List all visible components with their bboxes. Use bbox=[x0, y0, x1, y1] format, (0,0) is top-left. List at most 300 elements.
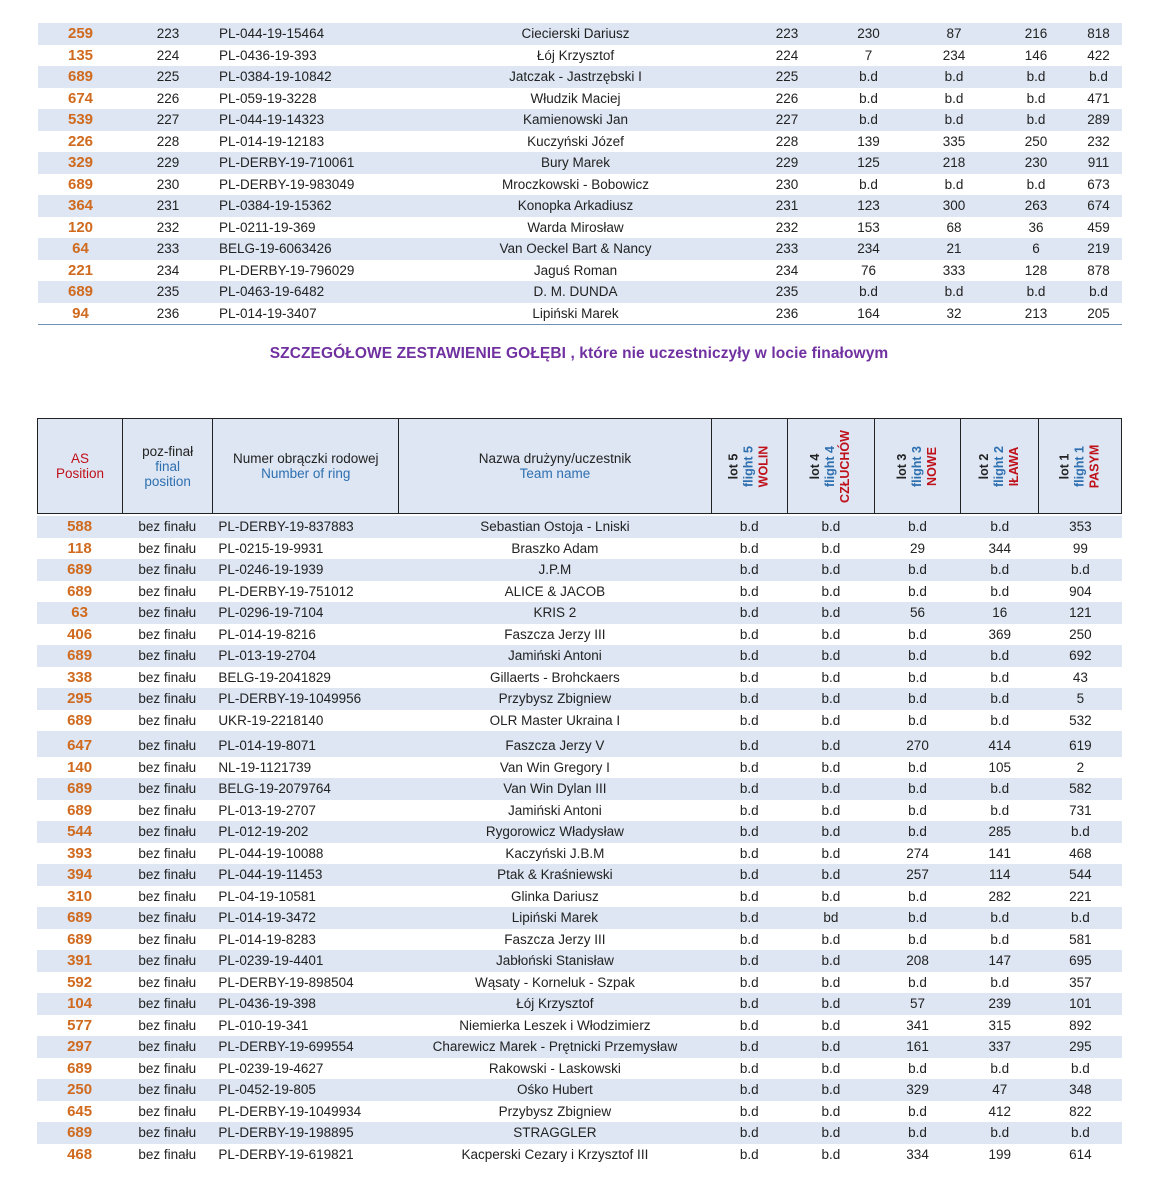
cell-as: 63 bbox=[37, 602, 122, 624]
cell-lot2: b.d bbox=[961, 645, 1039, 667]
cell-lot2: 213 bbox=[1024, 305, 1048, 321]
cell-lot4: 230 bbox=[826, 23, 911, 45]
cell-ring: PL-DERBY-19-1049956 bbox=[212, 688, 398, 710]
header-ring-line1: Numer obrączki rodowej bbox=[232, 451, 379, 466]
cell-ring: PL-012-19-202 bbox=[212, 821, 398, 843]
cell-lot4: b.d bbox=[787, 688, 874, 710]
cell-lot3: 32 bbox=[946, 305, 962, 321]
cell-team: D. M. DUNDA bbox=[403, 281, 748, 303]
cell-lot2: 147 bbox=[961, 950, 1039, 972]
header-lot3-flight: flight 3 bbox=[909, 445, 924, 487]
header-lot5-flight: flight 5 bbox=[741, 445, 756, 487]
cell-lot5: b.d bbox=[739, 931, 759, 947]
cell-lot2: b.d bbox=[961, 688, 1039, 710]
cell-ring: PL-0215-19-9931 bbox=[218, 540, 324, 556]
cell-as: 689 bbox=[37, 1122, 122, 1144]
cell-lot4: 125 bbox=[826, 152, 911, 174]
cell-team: Van Win Gregory I bbox=[499, 759, 610, 775]
cell-ring: PL-059-19-3228 bbox=[219, 90, 317, 106]
cell-pos: bez finału bbox=[122, 688, 212, 710]
cell-lot3: b.d bbox=[908, 583, 927, 599]
header-lot3 bbox=[874, 419, 960, 514]
cell-ring: PL-014-19-8216 bbox=[218, 626, 316, 642]
cell-as: 689 bbox=[67, 801, 93, 819]
cell-as: 689 bbox=[37, 645, 122, 667]
header-lot5 bbox=[711, 419, 787, 514]
cell-lot4: b.d bbox=[821, 1103, 841, 1119]
cell-pos: bez finału bbox=[122, 731, 212, 757]
cell-lot2: b.d bbox=[961, 778, 1039, 800]
cell-as: 64 bbox=[38, 238, 123, 260]
cell-lot5: b.d bbox=[711, 1079, 787, 1101]
cell-lot5: b.d bbox=[739, 1060, 759, 1076]
cell-lot5: b.d bbox=[711, 688, 787, 710]
cell-lot2: 250 bbox=[1024, 133, 1048, 149]
cell-lot3: 333 bbox=[942, 262, 966, 278]
cell-ring: PL-DERBY-19-898504 bbox=[218, 974, 354, 990]
cell-lot1: 878 bbox=[1087, 262, 1110, 278]
cell-as: 689 bbox=[67, 930, 93, 948]
cell-lot1: 459 bbox=[1087, 219, 1110, 235]
cell-pos: bez finału bbox=[138, 1017, 197, 1033]
cell-lot4: b.d bbox=[787, 778, 874, 800]
cell-lot2: 16 bbox=[961, 602, 1039, 624]
cell-lot5: b.d bbox=[711, 1036, 787, 1058]
cell-lot2: 344 bbox=[988, 540, 1011, 556]
cell-ring: PL-DERBY-19-198895 bbox=[212, 1122, 398, 1144]
cell-as: 394 bbox=[37, 864, 122, 886]
table-row bbox=[37, 886, 1122, 908]
section-heading: SZCZEGÓŁOWE ZESTAWIENIE GOŁĘBI , które nie uczestniczyły w locie finałowym bbox=[269, 345, 889, 362]
cell-lot4: b.d bbox=[787, 1122, 874, 1144]
cell-lot5: b.d bbox=[739, 669, 759, 685]
cell-lot4: b.d bbox=[821, 974, 841, 990]
cell-team: Bury Marek bbox=[403, 152, 748, 174]
cell-as: 221 bbox=[67, 261, 94, 279]
header-pos-line1: poz-finał bbox=[142, 443, 194, 459]
cell-lot4: b.d bbox=[821, 1060, 841, 1076]
cell-lot3: b.d bbox=[874, 559, 960, 581]
cell-lot1: 422 bbox=[1087, 47, 1110, 63]
cell-lot2: 239 bbox=[961, 993, 1039, 1015]
cell-lot4: bd bbox=[787, 907, 874, 929]
cell-ring: BELG-19-6063426 bbox=[213, 238, 403, 260]
table-row bbox=[37, 710, 1122, 732]
cell-lot1: 2 bbox=[1076, 759, 1085, 775]
cell-pos: 225 bbox=[123, 66, 213, 88]
header-ring-line2: Number of ring bbox=[261, 466, 351, 481]
cell-team: Jatczak - Jastrzębski I bbox=[403, 66, 748, 88]
cell-pos: bez finału bbox=[138, 974, 197, 990]
table-row bbox=[37, 1058, 1122, 1080]
cell-lot4: b.d bbox=[787, 559, 874, 581]
cell-lot3: b.d bbox=[874, 645, 960, 667]
table-row bbox=[37, 907, 1122, 929]
cell-team: Faszcza Jerzy III bbox=[504, 626, 606, 642]
cell-lot1: b.d bbox=[1039, 821, 1122, 843]
table-row bbox=[37, 559, 1122, 581]
cell-pos: bez finału bbox=[138, 888, 197, 904]
cell-team: Kacperski Cezary i Krzysztof III bbox=[461, 1146, 649, 1162]
cell-lot4: 123 bbox=[826, 195, 911, 217]
cell-team: Lipiński Marek bbox=[399, 907, 712, 929]
cell-lot5: b.d bbox=[739, 802, 759, 818]
cell-lot4: 76 bbox=[860, 262, 877, 278]
cell-pos: bez finału bbox=[122, 1036, 212, 1058]
cell-ring: PL-0296-19-7104 bbox=[212, 602, 398, 624]
cell-lot2: 282 bbox=[988, 888, 1011, 904]
cell-ring: PL-DERBY-19-983049 bbox=[219, 176, 355, 192]
cell-lot3: b.d bbox=[908, 1103, 927, 1119]
cell-ring: PL-0452-19-805 bbox=[212, 1079, 398, 1101]
cell-as: 104 bbox=[37, 993, 122, 1015]
cell-pos: bez finału bbox=[138, 802, 197, 818]
cell-ring: PL-044-19-14323 bbox=[213, 109, 403, 131]
cell-lot3: 335 bbox=[942, 133, 966, 149]
cell-lot3: b.d bbox=[908, 712, 927, 728]
table-row bbox=[38, 260, 1122, 282]
cell-as: 689 bbox=[37, 907, 122, 929]
header-lot2 bbox=[960, 419, 1038, 514]
cell-ring: PL-014-19-8071 bbox=[212, 731, 398, 757]
cell-team: Van Oeckel Bart & Nancy bbox=[403, 238, 748, 260]
cell-as: 135 bbox=[67, 46, 94, 64]
cell-lot2: b.d bbox=[990, 1060, 1010, 1076]
cell-team: J.P.M bbox=[399, 559, 712, 581]
cell-lot4: b.d bbox=[787, 821, 874, 843]
cell-lot2: 105 bbox=[988, 759, 1011, 775]
cell-pos: 227 bbox=[123, 109, 213, 131]
cell-ring: PL-0246-19-1939 bbox=[212, 559, 398, 581]
cell-team: Rygorowicz Władysław bbox=[399, 821, 712, 843]
table-row bbox=[37, 950, 1122, 972]
cell-lot2: 6 bbox=[997, 238, 1075, 260]
cell-lot2: b.d bbox=[997, 109, 1075, 131]
cell-pos: bez finału bbox=[138, 669, 197, 685]
table-row bbox=[37, 1036, 1122, 1058]
cell-ring: PL-044-19-15464 bbox=[213, 23, 403, 45]
cell-lot3: 329 bbox=[874, 1079, 960, 1101]
cell-pos: 230 bbox=[156, 176, 180, 192]
cell-pos: bez finału bbox=[122, 993, 212, 1015]
cell-lot3: 21 bbox=[911, 238, 997, 260]
cell-lot5: b.d bbox=[739, 540, 759, 556]
table-row bbox=[38, 66, 1122, 88]
cell-team: Rakowski - Laskowski bbox=[488, 1060, 621, 1076]
cell-ring: PL-DERBY-19-619821 bbox=[218, 1146, 354, 1162]
cell-pos: bez finału bbox=[138, 759, 197, 775]
cell-lot5: b.d bbox=[711, 602, 787, 624]
table-row bbox=[37, 821, 1122, 843]
cell-team: Van Win Dylan III bbox=[399, 778, 712, 800]
table-row bbox=[38, 45, 1122, 67]
header-as-line2: Position bbox=[56, 466, 105, 481]
cell-team: Faszcza Jerzy V bbox=[399, 731, 712, 757]
cell-lot5: b.d bbox=[711, 559, 787, 581]
cell-lot2: b.d bbox=[1026, 90, 1046, 106]
cell-lot1: 582 bbox=[1039, 778, 1122, 800]
cell-as: 406 bbox=[67, 625, 93, 643]
cell-lot3: b.d bbox=[911, 109, 997, 131]
cell-pos: 231 bbox=[123, 195, 213, 217]
cell-lot4: b.d bbox=[787, 864, 874, 886]
cell-lot5: b.d bbox=[711, 645, 787, 667]
cell-lot5: 229 bbox=[748, 152, 826, 174]
cell-lot5: b.d bbox=[739, 1017, 759, 1033]
cell-lot1: b.d bbox=[1039, 907, 1122, 929]
cell-lot4: b.d bbox=[821, 759, 841, 775]
cell-ring: PL-013-19-2704 bbox=[212, 645, 398, 667]
cell-ring: PL-DERBY-19-1049934 bbox=[218, 1103, 362, 1119]
header-lot4-flight: flight 4 bbox=[823, 445, 838, 487]
table-row bbox=[38, 281, 1122, 303]
cell-lot4: b.d bbox=[821, 583, 841, 599]
cell-team: Gillaerts - Brohckaers bbox=[490, 669, 620, 685]
cell-lot5: 236 bbox=[775, 305, 799, 321]
cell-ring: PL-0384-19-15362 bbox=[213, 195, 403, 217]
table-row bbox=[37, 581, 1122, 603]
cell-pos: bez finału bbox=[138, 1146, 197, 1162]
cell-team: Sebastian Ostoja - Lniski bbox=[399, 516, 712, 538]
cell-lot5: b.d bbox=[711, 778, 787, 800]
cell-lot5: b.d bbox=[739, 974, 759, 990]
cell-as: 592 bbox=[67, 973, 93, 991]
cell-team: Jamiński Antoni bbox=[508, 802, 602, 818]
cell-lot3: b.d bbox=[908, 888, 927, 904]
table-row bbox=[38, 217, 1122, 239]
cell-pos: bez finału bbox=[138, 1103, 197, 1119]
cell-lot2: b.d bbox=[961, 907, 1039, 929]
cell-ring: PL-014-19-12183 bbox=[219, 133, 325, 149]
cell-lot5: 225 bbox=[748, 66, 826, 88]
cell-lot4: b.d bbox=[826, 281, 911, 303]
cell-ring: NL-19-1121739 bbox=[218, 759, 312, 775]
cell-as: 118 bbox=[67, 539, 92, 557]
cell-ring: PL-0463-19-6482 bbox=[213, 281, 403, 303]
table-row bbox=[37, 516, 1122, 538]
table-row bbox=[37, 800, 1122, 822]
cell-ring: BELG-19-2079764 bbox=[212, 778, 398, 800]
cell-lot5: 231 bbox=[748, 195, 826, 217]
cell-lot1: 43 bbox=[1072, 669, 1088, 685]
cell-lot1: 544 bbox=[1039, 864, 1122, 886]
header-lot4-lot: lot 4 bbox=[808, 453, 823, 479]
table-row bbox=[37, 993, 1122, 1015]
cell-ring: PL-0211-19-369 bbox=[219, 219, 316, 235]
cell-lot3: 257 bbox=[874, 864, 960, 886]
cell-lot4: 234 bbox=[826, 238, 911, 260]
cell-lot3: b.d bbox=[908, 669, 927, 685]
table-row bbox=[37, 1015, 1122, 1037]
cell-lot5: b.d bbox=[711, 993, 787, 1015]
header-final-position bbox=[123, 419, 213, 514]
table-row bbox=[38, 23, 1122, 45]
cell-team: OLR Master Ukraina I bbox=[489, 712, 621, 728]
header-lot5-place: WOLIN bbox=[756, 445, 771, 487]
cell-team: Warda Mirosław bbox=[527, 219, 624, 235]
cell-ring: PL-013-19-2707 bbox=[218, 802, 316, 818]
cell-as: 689 bbox=[67, 582, 93, 600]
cell-pos: 226 bbox=[156, 90, 180, 106]
cell-as: 539 bbox=[38, 109, 123, 131]
cell-lot1: 219 bbox=[1075, 238, 1122, 260]
table-row bbox=[37, 778, 1122, 800]
cell-pos: 233 bbox=[123, 238, 213, 260]
cell-lot4: 7 bbox=[864, 47, 873, 63]
cell-lot3: 300 bbox=[911, 195, 997, 217]
cell-pos: 234 bbox=[156, 262, 180, 278]
cell-lot5: b.d bbox=[739, 1103, 759, 1119]
cell-lot4: b.d bbox=[787, 950, 874, 972]
cell-ring: BELG-19-2041829 bbox=[218, 669, 331, 685]
cell-as: 689 bbox=[67, 1059, 93, 1077]
header-lot2-flight: flight 2 bbox=[991, 445, 1006, 487]
cell-lot2: 47 bbox=[961, 1079, 1039, 1101]
cell-lot5: 235 bbox=[748, 281, 826, 303]
cell-lot2: b.d bbox=[997, 66, 1075, 88]
cell-lot5: 226 bbox=[775, 90, 799, 106]
cell-lot3: b.d bbox=[911, 66, 997, 88]
cell-team: ALICE & JACOB bbox=[504, 583, 606, 599]
cell-lot4: b.d bbox=[821, 540, 841, 556]
header-lot2-place: IŁAWA bbox=[1006, 446, 1021, 486]
cell-lot4: b.d bbox=[821, 1146, 841, 1162]
cell-pos: 232 bbox=[156, 219, 180, 235]
cell-lot5: b.d bbox=[739, 888, 759, 904]
cell-lot3: b.d bbox=[908, 931, 927, 947]
cell-ring: PL-0239-19-4401 bbox=[212, 950, 398, 972]
cell-lot5: 230 bbox=[775, 176, 799, 192]
cell-team: Jaguś Roman bbox=[533, 262, 618, 278]
cell-lot4: b.d bbox=[821, 669, 841, 685]
cell-lot2: 141 bbox=[988, 845, 1011, 861]
cell-lot1: 357 bbox=[1069, 974, 1092, 990]
cell-lot5: b.d bbox=[739, 712, 759, 728]
cell-as: 310 bbox=[67, 887, 93, 905]
cell-lot3: b.d bbox=[874, 688, 960, 710]
cell-lot5: b.d bbox=[739, 583, 759, 599]
cell-pos: bez finału bbox=[138, 583, 197, 599]
cell-ring: PL-DERBY-19-751012 bbox=[218, 583, 354, 599]
cell-lot4: b.d bbox=[821, 802, 841, 818]
table-row bbox=[38, 88, 1122, 110]
cell-as: 689 bbox=[67, 175, 94, 193]
table-row bbox=[37, 843, 1122, 865]
cell-lot3: 57 bbox=[874, 993, 960, 1015]
table-row bbox=[37, 757, 1122, 779]
cell-as: 295 bbox=[37, 688, 122, 710]
cell-ring: PL-010-19-341 bbox=[218, 1017, 309, 1033]
cell-as: 364 bbox=[38, 195, 123, 217]
cell-lot5: b.d bbox=[711, 907, 787, 929]
table-row bbox=[37, 972, 1122, 994]
cell-lot1: 353 bbox=[1039, 516, 1122, 538]
cell-lot4: b.d bbox=[826, 66, 911, 88]
cell-lot1: 250 bbox=[1069, 626, 1092, 642]
cell-lot2: b.d bbox=[990, 931, 1010, 947]
cell-pos: bez finału bbox=[122, 1122, 212, 1144]
cell-lot3: b.d bbox=[908, 1060, 927, 1076]
cell-pos: bez finału bbox=[122, 645, 212, 667]
cell-team: STRAGGLER bbox=[399, 1122, 712, 1144]
cell-pos: bez finału bbox=[138, 540, 197, 556]
cell-lot5: b.d bbox=[711, 821, 787, 843]
bottom-table-body bbox=[37, 516, 1122, 1165]
cell-lot4: b.d bbox=[821, 845, 841, 861]
table-row bbox=[37, 667, 1122, 689]
cell-lot4: b.d bbox=[787, 1079, 874, 1101]
cell-ring: PL-044-19-10088 bbox=[218, 845, 324, 861]
cell-lot1: 232 bbox=[1087, 133, 1110, 149]
cell-pos: 223 bbox=[123, 23, 213, 45]
cell-pos: bez finału bbox=[138, 931, 197, 947]
table-row bbox=[38, 303, 1122, 325]
cell-lot4: b.d bbox=[787, 602, 874, 624]
cell-pos: bez finału bbox=[122, 516, 212, 538]
table-row bbox=[38, 238, 1122, 260]
cell-team: Przybysz Zbigniew bbox=[498, 1103, 612, 1119]
header-as-position bbox=[38, 419, 123, 514]
cell-as: 647 bbox=[37, 731, 122, 757]
cell-team: Charewicz Marek - Prętnicki Przemysław bbox=[399, 1036, 712, 1058]
cell-lot1: 822 bbox=[1069, 1103, 1092, 1119]
cell-as: 544 bbox=[37, 821, 122, 843]
cell-lot3: b.d bbox=[908, 759, 927, 775]
cell-lot1: 904 bbox=[1069, 583, 1092, 599]
cell-as: 391 bbox=[37, 950, 122, 972]
cell-lot1: 471 bbox=[1087, 90, 1110, 106]
cell-ring: PL-0436-19-398 bbox=[212, 993, 398, 1015]
cell-pos: bez finału bbox=[122, 864, 212, 886]
cell-ring: PL-DERBY-19-699554 bbox=[212, 1036, 398, 1058]
cell-lot1: b.d bbox=[1071, 1060, 1090, 1076]
cell-lot2: b.d bbox=[990, 802, 1010, 818]
cell-lot1: 101 bbox=[1039, 993, 1122, 1015]
cell-ring: PL-0239-19-4627 bbox=[218, 1060, 324, 1076]
header-lot2-lot: lot 2 bbox=[976, 453, 991, 479]
cell-team: Konopka Arkadiusz bbox=[403, 195, 748, 217]
cell-as: 588 bbox=[37, 516, 122, 538]
cell-ring: PL-014-19-8283 bbox=[218, 931, 316, 947]
cell-pos: 229 bbox=[123, 152, 213, 174]
cell-lot5: b.d bbox=[739, 759, 759, 775]
cell-pos: bez finału bbox=[138, 845, 197, 861]
cell-lot5: 227 bbox=[748, 109, 826, 131]
cell-lot3: b.d bbox=[874, 778, 960, 800]
cell-as: 338 bbox=[67, 668, 93, 686]
cell-team: Ciecierski Dariusz bbox=[403, 23, 748, 45]
cell-lot2: b.d bbox=[997, 281, 1075, 303]
cell-lot4: 153 bbox=[857, 219, 880, 235]
cell-lot1: 673 bbox=[1087, 176, 1110, 192]
cell-lot4: b.d bbox=[821, 1017, 841, 1033]
cell-team: Ośko Hubert bbox=[399, 1079, 712, 1101]
cell-team: Przybysz Zbigniew bbox=[399, 688, 712, 710]
cell-as: 250 bbox=[37, 1079, 122, 1101]
header-lot1-lot: lot 1 bbox=[1057, 453, 1072, 479]
cell-as: 645 bbox=[67, 1102, 93, 1120]
cell-lot5: 228 bbox=[775, 133, 799, 149]
cell-pos: bez finału bbox=[122, 821, 212, 843]
cell-lot4: b.d bbox=[821, 712, 841, 728]
cell-lot2: 263 bbox=[997, 195, 1075, 217]
cell-lot3: 29 bbox=[910, 540, 926, 556]
cell-lot2: b.d bbox=[961, 516, 1039, 538]
cell-lot5: b.d bbox=[711, 950, 787, 972]
cell-pos: bez finału bbox=[122, 559, 212, 581]
cell-lot3: 218 bbox=[911, 152, 997, 174]
cell-lot4: b.d bbox=[821, 626, 841, 642]
